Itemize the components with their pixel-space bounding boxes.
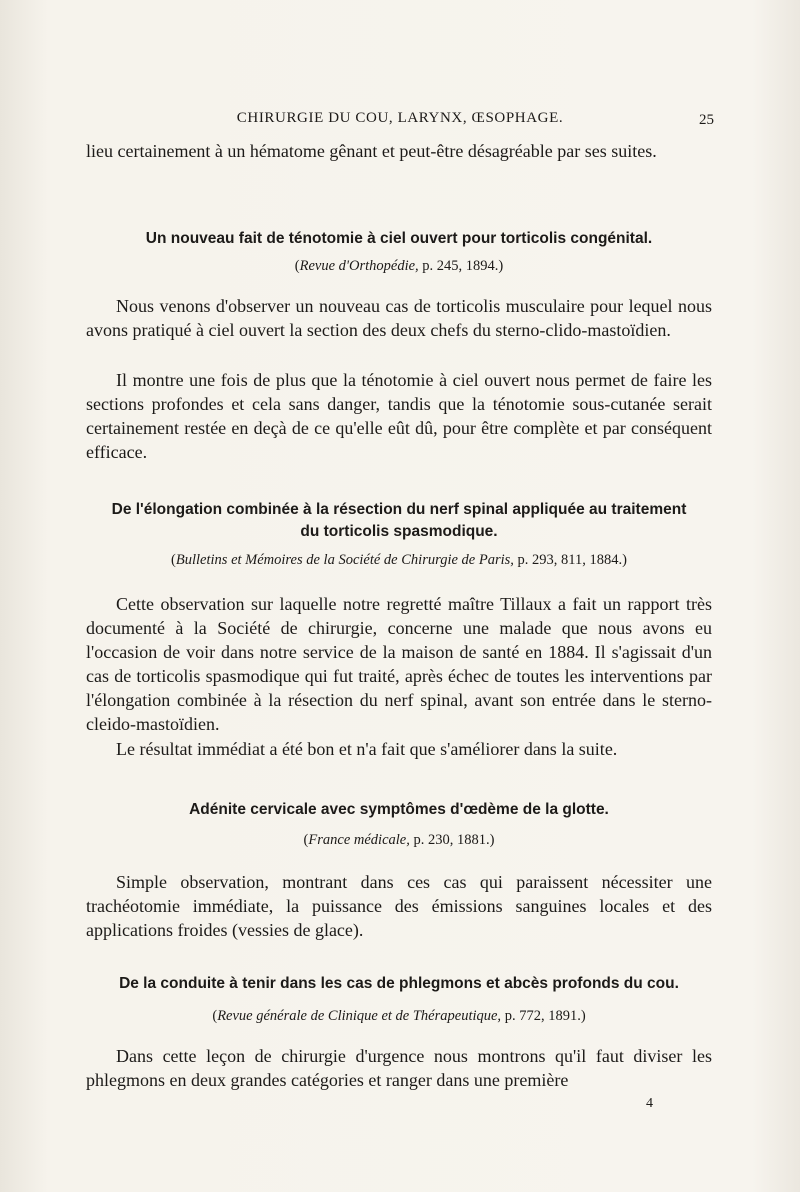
- article-2-source: (Bulletins et Mémoires de la Société de Chirurgie de Paris, p. 293, 811, 1884.): [171, 552, 627, 568]
- article-4-source: (Revue générale de Clinique et de Thérapeutique, p. 772, 1891.): [212, 1008, 586, 1024]
- article-4-paragraph-1: Dans cette leçon de chirurgie d'urgence nous montrons qu'il faut diviser les phlegmons en deux grandes catégories et ranger dans une première: [86, 1046, 712, 1090]
- article-3-paragraph-1: Simple observation, montrant dans ces cas qui paraissent nécessiter une trachéotomie immédiate, la puissance des émissions sanguines locales et des applications froides (vessies de glace).: [86, 872, 712, 940]
- page-header: [0, 108, 800, 132]
- article-1-source: (Revue d'Orthopédie, p. 245, 1894.): [294, 258, 504, 274]
- article-2-source-details: p. 293, 811, 1884.: [513, 552, 623, 568]
- article-1-title: Un nouveau fait de ténotomie à ciel ouvert pour torticolis congénital.: [145, 230, 653, 247]
- article-2-title-line-2: du torticolis spasmodique.: [300, 523, 498, 540]
- article-3-source-details: p. 230, 1881.: [409, 832, 490, 848]
- article-2-title-line-1: De l'élongation combinée à la résection du nerf spinal appliquée au traitement: [111, 501, 687, 518]
- article-2-journal: Bulletins et Mémoires de la Société de Chirurgie de Paris,: [175, 552, 514, 568]
- article-2-paragraph-2: Le résultat immédiat a été bon et n'a fait que s'améliorer dans la suite.: [116, 739, 618, 759]
- article-1-paragraph-2: Il montre une fois de plus que la ténotomie à ciel ouvert nous permet de faire les sections profondes et cela sans danger, tandis que la ténotomie sous-cutanée serait certainement restée en deçà de ce qu'elle eût dû, pour être complète et par conséquent efficace.: [86, 370, 712, 462]
- article-1-source-details: p. 245, 1894.: [418, 258, 499, 274]
- article-1-journal: Revue d'Orthopédie,: [299, 258, 419, 274]
- article-3-title: Adénite cervicale avec symptômes d'œdème de la glotte.: [189, 801, 609, 818]
- article-4-title: De la conduite à tenir dans les cas de phlegmons et abcès profonds du cou.: [119, 975, 679, 992]
- article-3-journal: France médicale,: [308, 832, 410, 848]
- article-2-paragraph-1: Cette observation sur laquelle notre regretté maître Tillaux a fait un rapport très documenté à la Société de chirurgie, concerne une malade que nous avons eu l'occasion de voir dans notre service de la maison de santé en 1884. Il s'agissait d'un cas de torticolis spasmodique qui fut traité, après échec de toutes les interventions par l'élongation combinée à la résection du nerf spinal, avant son entrée dans le sterno-cleido-mastoïdien.: [86, 594, 712, 734]
- intro-paragraph: lieu certainement à un hématome gênant et peut-être désagréable par ses suites.: [86, 141, 657, 161]
- signature-mark: 4: [646, 1096, 653, 1111]
- article-4-journal: Revue générale de Clinique et de Thérapeutique,: [217, 1008, 502, 1024]
- article-3-source: (France médicale, p. 230, 1881.): [303, 832, 495, 848]
- page-number: 25: [699, 112, 714, 128]
- article-4-source-details: p. 772, 1891.: [501, 1008, 581, 1024]
- article-1-paragraph-1: Nous venons d'observer un nouveau cas de torticolis musculaire pour lequel nous avons pratiqué à ciel ouvert la section des deux chefs du sterno-clido-mastoïdien.: [86, 296, 712, 340]
- running-title: CHIRURGIE DU COU, LARYNX, ŒSOPHAGE.: [236, 110, 564, 126]
